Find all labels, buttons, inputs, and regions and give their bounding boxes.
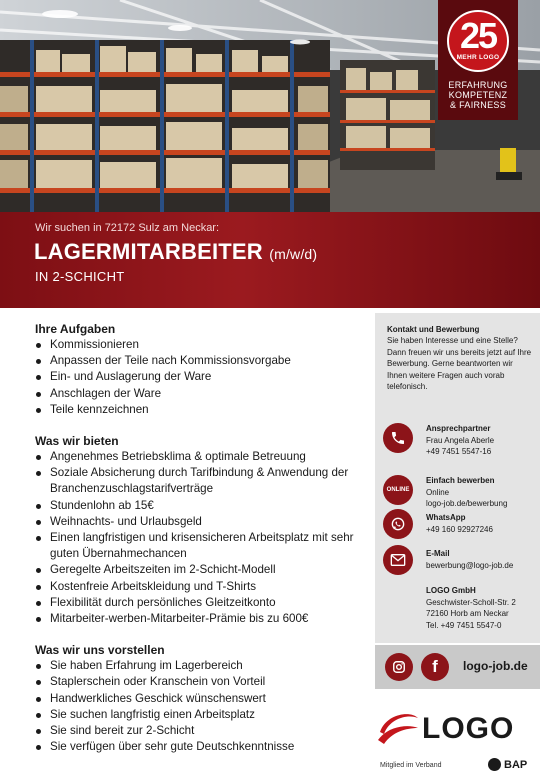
list-item: Sie verfügen über sehr gute Deutschkenntnisse [35, 739, 375, 755]
list-item: Stundenlohn ab 15€ [35, 498, 375, 514]
anniversary-sub: MEHR LOGO [456, 54, 500, 61]
job-title-gender: (m/w/d) [269, 246, 318, 262]
phone-icon [383, 423, 413, 453]
list-item: Kostenfreie Arbeitskleidung und T-Shirts [35, 579, 375, 595]
badge-line: ERFAHRUNG [448, 80, 508, 90]
contact-label: WhatsApp [426, 513, 466, 522]
contact-person: Frau Angela Aberle [426, 435, 495, 445]
whatsapp-icon [383, 509, 413, 539]
list-item: Teile kennzeichnen [35, 402, 375, 418]
contact-heading: Kontakt und Bewerbung [387, 325, 480, 334]
contact-whatsapp-number[interactable]: +49 160 92927246 [426, 524, 493, 534]
company-name: LOGO GmbH [426, 586, 476, 595]
contact-intro [387, 324, 535, 392]
contact-whatsapp-text [426, 512, 493, 535]
online-icon-label: ONLINE [386, 487, 410, 493]
contact-online-link[interactable]: logo-job.de/bewerbung [426, 499, 508, 508]
list-item: Mitarbeiter-werben-Mitarbeiter-Prämie bis zu 600€ [35, 611, 375, 627]
section-vorstellen [35, 642, 375, 755]
bap-mark-icon [488, 758, 501, 771]
list-item: Staplerschein oder Kranschein von Vorteil [35, 674, 375, 690]
job-title-text: LAGERMITARBEITER [34, 239, 263, 264]
company-address-text [426, 585, 516, 631]
title-band [0, 212, 540, 308]
membership-text: Mitglied im Verband [380, 762, 442, 769]
list-item: Sie haben Erfahrung im Lagerbereich [35, 658, 375, 674]
list-item: Geregelte Arbeitszeiten im 2-Schicht-Modell [35, 562, 375, 578]
section-title: Was wir uns vorstellen [35, 643, 165, 658]
website-link[interactable]: logo-job.de [463, 659, 528, 673]
logo-swoosh-icon [376, 708, 420, 748]
contact-sidebar [375, 313, 540, 643]
anniversary-badge [438, 0, 518, 120]
company-city: 72160 Horb am Neckar [426, 609, 509, 618]
section-title: Was wir bieten [35, 434, 119, 449]
job-location-intro: Wir suchen in 72172 Sulz am Neckar: [35, 222, 220, 234]
contact-online-text [426, 475, 507, 510]
list-item: Sie suchen langfristig einen Arbeitsplatz [35, 707, 375, 723]
list-item: Anschlagen der Ware [35, 386, 375, 402]
list-item: Angenehmes Betriebsklima & optimale Betreuung [35, 449, 375, 465]
contact-online-label: Online [426, 487, 450, 497]
logo-wordmark: LOGO [422, 712, 515, 745]
job-subtitle: IN 2-SCHICHT [35, 269, 125, 284]
list-aufgaben [35, 337, 375, 418]
contact-label: Einfach bewerben [426, 476, 495, 485]
online-icon [383, 475, 413, 505]
hero-warehouse-image [0, 0, 540, 212]
list-item: Soziale Absicherung durch Tarifbindung & Anwendung der Branchenzuschlagstarifverträge [35, 465, 375, 497]
list-bieten [35, 449, 375, 627]
social-bar [375, 645, 540, 689]
section-bieten [35, 433, 375, 627]
list-item: Weihnachts- und Urlaubsgeld [35, 514, 375, 530]
contact-email-text [426, 548, 513, 571]
anniversary-circle [447, 10, 509, 72]
anniversary-number: 25 [459, 15, 497, 56]
contact-intro-text: Sie haben Interesse und eine Stelle? Dann freuen wir uns bereits jetzt auf Ihre Bewerbung. Gerne beantworten wir Ihnen weitere Fragen auch vorab telefonisch. [387, 336, 532, 392]
badge-line: & FAIRNESS [449, 100, 506, 110]
bap-logo [488, 758, 527, 771]
section-title: Ihre Aufgaben [35, 322, 116, 336]
bap-text: BAP [504, 758, 528, 771]
facebook-icon[interactable] [421, 653, 449, 681]
company-street: Geschwister-Scholl-Str. 2 [426, 597, 516, 607]
list-item: Flexibilität durch persönliches Gleitzeitkonto [35, 595, 375, 611]
badge-values [438, 80, 518, 110]
contact-label: E-Mail [426, 549, 450, 558]
badge-line: KOMPETENZ [448, 90, 508, 100]
company-logo [376, 708, 536, 750]
job-title [34, 239, 317, 265]
list-vorstellen [35, 658, 375, 755]
list-item: Sie sind bereit zur 2-Schicht [35, 723, 375, 739]
contact-phone-text [426, 423, 494, 458]
contact-phone-number[interactable]: +49 7451 5547-16 [426, 447, 492, 456]
job-description [35, 321, 375, 770]
list-item: Einen langfristigen und krisensicheren Arbeitsplatz mit sehr guten Übernahmechancen [35, 530, 375, 562]
contact-label: Ansprechpartner [426, 424, 491, 433]
list-item: Anpassen der Teile nach Kommissionsvorgabe [35, 353, 375, 369]
contact-email-address[interactable]: bewerbung@logo-job.de [426, 560, 514, 570]
instagram-icon[interactable] [385, 653, 413, 681]
list-item: Ein- und Auslagerung der Ware [35, 369, 375, 385]
section-aufgaben [35, 321, 375, 418]
list-item: Kommissionieren [35, 337, 375, 353]
facebook-glyph: f [432, 657, 438, 676]
company-phone: Tel. +49 7451 5547-0 [426, 620, 502, 630]
email-icon [383, 545, 413, 575]
list-item: Handwerkliches Geschick wünschenswert [35, 691, 375, 707]
